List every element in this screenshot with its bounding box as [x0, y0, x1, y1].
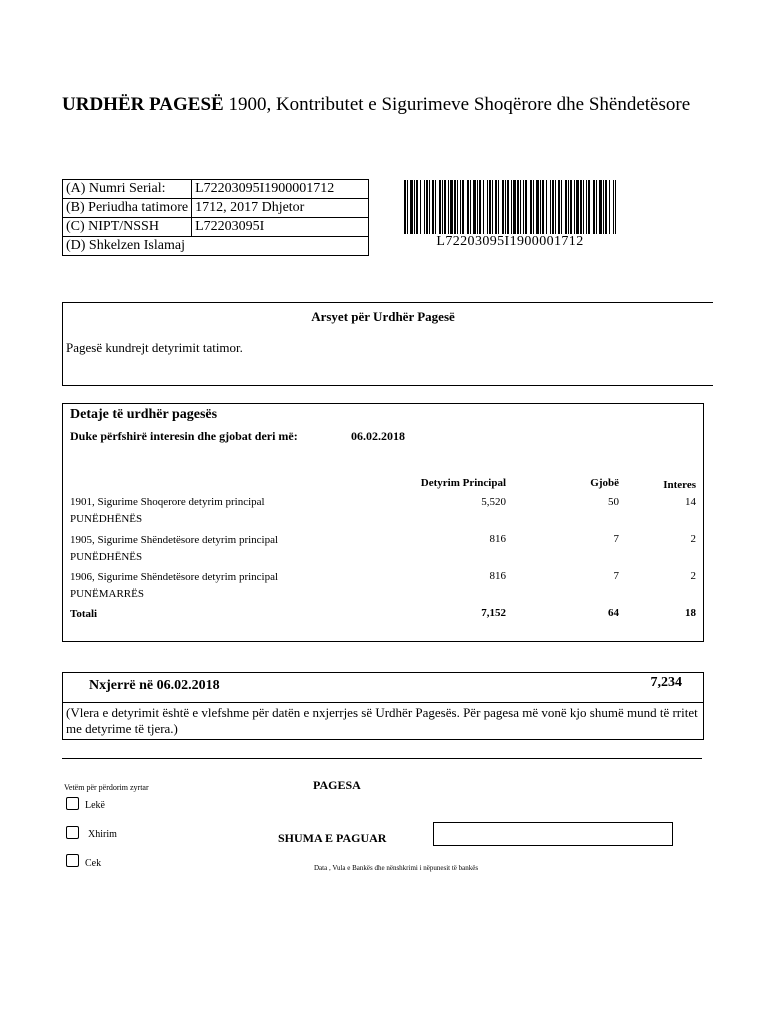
- barcode-bar: [487, 180, 488, 234]
- barcode-bar: [467, 180, 469, 234]
- info-row-nipt: [63, 218, 369, 237]
- details-date: 06.02.2018: [351, 429, 405, 443]
- barcode-bar: [593, 180, 595, 234]
- barcode-bar: [588, 180, 590, 234]
- barcode-bar: [546, 180, 547, 234]
- detail-row-1-label: [70, 494, 265, 528]
- checkbox-cek[interactable]: [66, 854, 79, 867]
- barcode-bar: [609, 180, 610, 234]
- barcode-bar: [424, 180, 425, 234]
- barcode-bar: [565, 180, 567, 234]
- barcode-bar: [492, 180, 493, 234]
- barcode-bar: [432, 180, 434, 234]
- column-header-principal: Detyrim Principal: [420, 477, 506, 489]
- barcode-bar: [523, 180, 524, 234]
- barcode-bar: [513, 180, 516, 234]
- checkbox-leke[interactable]: [66, 797, 79, 810]
- detail-row-2-line2: PUNËDHËNËS: [70, 551, 143, 563]
- barcode-bar: [583, 180, 584, 234]
- barcode-bar: [613, 180, 614, 234]
- detail-row-1-principal: 5,520: [481, 496, 506, 508]
- barcode-bar: [457, 180, 458, 234]
- checkbox-cek-label: Cek: [85, 858, 102, 869]
- barcode-bar: [426, 180, 428, 234]
- barcode-bar: [498, 180, 499, 234]
- nipt-label: (C) NIPT/NSSH: [63, 218, 192, 237]
- barcode-bar: [552, 180, 554, 234]
- barcode-bar: [410, 180, 413, 234]
- barcode-bar: [574, 180, 575, 234]
- barcode-bar: [576, 180, 579, 234]
- barcode-bar: [439, 180, 441, 234]
- checkbox-leke-label: Lekë: [85, 800, 105, 811]
- detail-row-3-line1: 1906, Sigurime Shëndetësore detyrim principal: [70, 571, 279, 583]
- barcode-bar: [450, 180, 453, 234]
- barcode-bar: [605, 180, 607, 234]
- detail-row-3-interes: 2: [690, 570, 696, 582]
- barcode-bar: [414, 180, 415, 234]
- taxpayer-name: (D) Shkelzen Islamaj: [63, 237, 369, 256]
- barcode-bar: [454, 180, 456, 234]
- nipt-value: L72203095I: [192, 218, 369, 237]
- details-box: [62, 403, 704, 642]
- issued-divider: [63, 702, 703, 703]
- total-gjobe: 64: [608, 607, 619, 619]
- barcode-bar: [502, 180, 504, 234]
- total-interes: 18: [685, 607, 696, 619]
- detail-row-2-principal: 816: [489, 533, 506, 545]
- barcode-bar: [477, 180, 478, 234]
- detail-row-3-principal: 816: [489, 570, 506, 582]
- info-row-serial: [63, 180, 369, 199]
- barcode-bar: [599, 180, 602, 234]
- detail-row-2-gjobe: 7: [613, 533, 619, 545]
- barcode-bar: [615, 180, 616, 234]
- barcode-bar: [533, 180, 534, 234]
- barcode-bar: [429, 180, 430, 234]
- detail-row-2-interes: 2: [690, 533, 696, 545]
- column-header-gjobe: Gjobë: [590, 477, 619, 489]
- barcode-bar: [536, 180, 539, 234]
- barcode-bar: [570, 180, 572, 234]
- barcode-bar: [444, 180, 446, 234]
- detail-row-1-line1: 1901, Sigurime Shoqerore detyrim principal: [70, 496, 265, 508]
- barcode-bar: [586, 180, 587, 234]
- barcode-bar: [442, 180, 443, 234]
- barcode-bar: [483, 180, 484, 234]
- total-principal: 7,152: [481, 607, 506, 619]
- total-label: Totali: [70, 608, 98, 620]
- bank-stamp-note: Data , Vula e Bankës dhe nënshkrimi i nëpunesit të bankës: [314, 864, 479, 872]
- barcode-bar: [540, 180, 541, 234]
- detail-row-2-label: [70, 532, 278, 566]
- amount-paid-field[interactable]: [433, 822, 673, 846]
- document-title-bold: URDHËR PAGESË: [62, 94, 224, 115]
- issued-label: Nxjerrë në 06.02.2018: [89, 678, 220, 693]
- barcode-bar: [530, 180, 532, 234]
- detail-row-2-line1: 1905, Sigurime Shëndetësore detyrim principal: [70, 534, 279, 546]
- document-title: [62, 92, 702, 117]
- barcode-bar: [561, 180, 562, 234]
- barcode-bar: [596, 180, 597, 234]
- barcode-bar: [462, 180, 464, 234]
- period-label: (B) Periudha tatimore: [63, 199, 192, 218]
- barcode-bar: [470, 180, 471, 234]
- detail-row-3-line2: PUNËMARRËS: [70, 588, 144, 600]
- barcode-bar: [404, 180, 406, 234]
- barcode-bar: [517, 180, 519, 234]
- barcode-bar: [580, 180, 582, 234]
- barcode-bar: [542, 180, 544, 234]
- info-row-period: [63, 199, 369, 218]
- checkbox-xhirim[interactable]: [66, 826, 79, 839]
- serial-label: (A) Numri Serial:: [63, 180, 192, 199]
- barcode-bar: [511, 180, 512, 234]
- barcode-bar: [550, 180, 551, 234]
- barcode-bar: [479, 180, 481, 234]
- detail-row-3-label: [70, 569, 278, 603]
- issued-box: [62, 672, 704, 740]
- column-header-interes: Interes: [663, 479, 696, 491]
- barcode-bar: [495, 180, 497, 234]
- barcode-bar: [558, 180, 560, 234]
- reasons-box: [62, 302, 713, 386]
- barcode-bar: [416, 180, 418, 234]
- barcode-bar: [520, 180, 521, 234]
- barcode-bar: [489, 180, 491, 234]
- barcode-bar: [407, 180, 408, 234]
- details-date-label: Duke përfshirë interesin dhe gjobat deri më:: [70, 429, 298, 443]
- barcode-bar: [555, 180, 556, 234]
- amount-paid-label: SHUMA E PAGUAR: [278, 831, 387, 845]
- barcode-bar: [525, 180, 527, 234]
- detail-row-3-gjobe: 7: [613, 570, 619, 582]
- barcode-bar: [603, 180, 604, 234]
- barcode-bar: [568, 180, 569, 234]
- checkbox-xhirim-label: Xhirim: [88, 829, 117, 840]
- period-value: 1712, 2017 Dhjetor: [192, 199, 369, 218]
- barcode-image: [404, 180, 616, 234]
- detail-row-1-line2: PUNËDHËNËS: [70, 513, 143, 525]
- section-divider: [62, 758, 702, 759]
- barcode-bar: [448, 180, 449, 234]
- issued-amount: 7,234: [650, 675, 682, 690]
- document-title-rest: 1900, Kontributet e Sigurimeve Shoqërore dhe Shëndetësore: [223, 94, 691, 115]
- barcode-bar: [473, 180, 476, 234]
- barcode-bar: [507, 180, 509, 234]
- barcode-bar: [435, 180, 436, 234]
- details-heading: Detaje të urdhër pagesës: [70, 407, 218, 422]
- serial-value: L72203095I1900001712: [192, 180, 369, 199]
- info-table: [62, 179, 369, 256]
- detail-row-1-gjobe: 50: [608, 496, 619, 508]
- reasons-text: Pagesë kundrejt detyrimit tatimor.: [66, 340, 243, 355]
- issued-note: (Vlera e detyrimit është e vlefshme për datën e nxjerrjes së Urdhër Pagesës. Për pagesa më vonë kjo shumë mund të rritet me detyrime të tjera.): [66, 705, 698, 736]
- barcode-text: L72203095I1900001712: [436, 234, 584, 249]
- barcode-bar: [420, 180, 421, 234]
- reasons-title: Arsyet për Urdhër Pagesë: [311, 309, 455, 324]
- payment-heading: PAGESA: [313, 778, 361, 792]
- barcode-bar: [460, 180, 461, 234]
- detail-row-1-interes: 14: [685, 496, 696, 508]
- official-use-label: Vetëm për përdorim zyrtar: [64, 783, 149, 792]
- info-row-name: [63, 237, 369, 256]
- barcode-bar: [505, 180, 506, 234]
